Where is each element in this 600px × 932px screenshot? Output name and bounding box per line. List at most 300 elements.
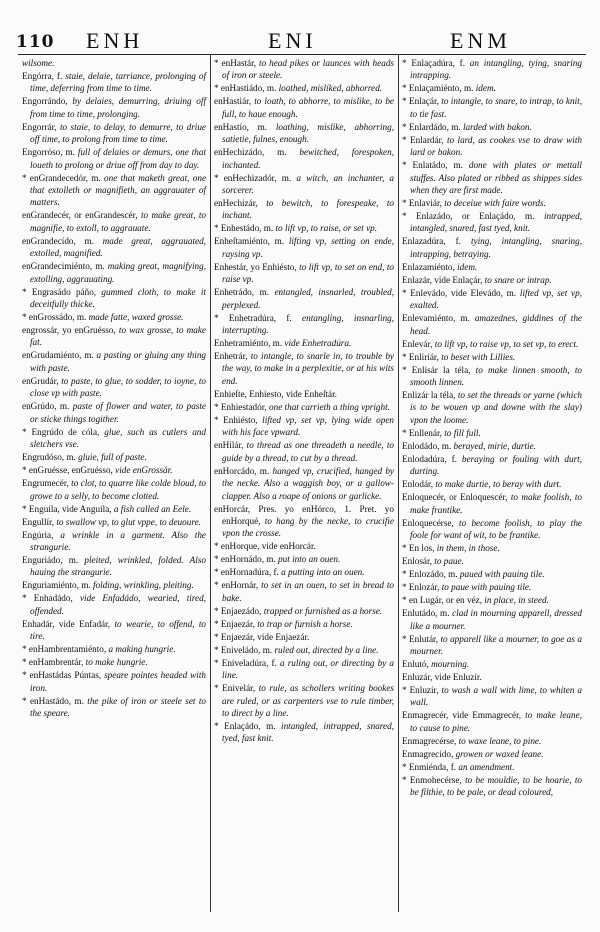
entry-definition: berayed, mirie, durtie. (453, 440, 536, 451)
entry-headword: * Enlaçadúra, f. (402, 58, 466, 68)
entry-headword: * enGrossádo, m. (22, 312, 87, 323)
entry-definition: bewitched, forespoken, inchanted. (222, 147, 394, 170)
dictionary-entry (402, 761, 582, 773)
entry-definition: paued with pauing tile. (459, 569, 545, 580)
entry-definition: to trap or furnish a horse. (257, 618, 353, 629)
entry-headword: * enHechizadór, m. (214, 172, 292, 183)
entry-definition: to wash a wall with lime, to whiten a wall. (410, 684, 582, 708)
entry-definition: to rule, as schollers writing bookes are ruled, or as carpenters vse to rule timber, to direct by a line. (222, 683, 394, 718)
dictionary-entry (402, 491, 582, 516)
entry-definition: to set the threads or yarne (which is to be wouen vp and downe with the slay) vpon the loome. (410, 390, 582, 425)
entry-definition: pleited, wrinkled, folded. Also hauing the strangurie. (30, 554, 206, 578)
entry-headword: Enlizár la téla, (402, 390, 456, 401)
entry-definition: glue, such as cutlers and sletchers vse. (30, 426, 206, 450)
entry-headword: * Enlisár la téla, (402, 364, 471, 375)
dictionary-entry (214, 503, 394, 540)
dictionary-entry (402, 709, 582, 734)
entry-definition: speare pointes headed with iron. (30, 670, 206, 693)
dictionary-entry (402, 210, 582, 235)
entry-headword: Engorróso, m. (22, 147, 75, 158)
entry-headword: * Enlaviár, (402, 198, 442, 209)
dictionary-entry (402, 440, 582, 452)
dictionary-entry (402, 57, 582, 82)
entry-headword: enGrúdo, m. (22, 401, 70, 412)
entry-headword: * Eniveladúra, f. (214, 657, 277, 668)
entry-headword: Enheſtamiénto, m. (214, 236, 285, 247)
dictionary-entry (402, 427, 582, 439)
entry-headword: * Enlutár, (402, 633, 439, 644)
entry-definition: a ruling out, or directing by a line. (222, 657, 395, 681)
entry-headword: enGrudár, (22, 375, 59, 386)
dictionary-entry (402, 364, 582, 389)
entry-definition: an intangling, tying, snaring intrapping. (410, 58, 582, 81)
entry-definition: made great, aggrauated, extolled, magnified. (30, 235, 206, 259)
dictionary-entry (22, 529, 206, 554)
entry-definition: intrapped, intangled, snared, fast tyed, knit. (410, 211, 582, 234)
entry-definition: to paue. (434, 556, 464, 567)
dictionary-entry (214, 631, 394, 643)
dictionary-entry (402, 658, 582, 670)
entry-headword: * Enlozár, (402, 582, 440, 593)
entry-headword: * enHorque, vide enHorcár. (214, 541, 316, 552)
dictionary-entry (402, 261, 582, 273)
dictionary-entry (22, 656, 206, 668)
entry-headword: enHorcádo, m. (214, 465, 270, 476)
entry-headword: Enlevár, (402, 338, 433, 349)
entry-headword: Engrudóso, m. (22, 452, 76, 463)
entry-headword: * Enhestádo, m. (214, 223, 274, 234)
entry-headword: * Enjaezár, (214, 618, 255, 629)
entry-headword: * enHambrentamiénto, (22, 644, 107, 655)
entry-definition: tying, intangling, snaring, intrapping, betraying. (410, 236, 582, 259)
dictionary-entry (214, 720, 394, 745)
dictionary-entry (402, 121, 582, 133)
dictionary-entry (214, 566, 394, 578)
dictionary-entry (22, 464, 206, 476)
dictionary-entry (22, 57, 206, 69)
entry-headword: Enlevamiénto, m. (402, 313, 470, 324)
entry-headword: * Enhiésto, (214, 414, 258, 425)
entry-headword: Enlutádo, m. (402, 608, 450, 619)
entry-headword: enGrandecimiénto, m. (22, 261, 105, 272)
entry-headword: * Enivelár, (214, 683, 256, 694)
entry-headword: * enHastádas Púntas, (22, 670, 102, 681)
dictionary-entry (402, 197, 582, 209)
entry-definition: a pasting or gluing any thing with paste. (30, 350, 207, 373)
entry-headword: * enHornádo, m. (214, 554, 276, 565)
entry-definition: a fish called an Eele. (113, 503, 192, 514)
entry-definition: to make hungrie. (85, 657, 148, 668)
entry-headword: enGrandecér, or enGrandescér, (22, 210, 138, 221)
entry-definition: to beset with Lillies. (441, 351, 516, 362)
dictionary-entry (402, 517, 582, 542)
entry-headword: * Enlaçár, (402, 96, 439, 107)
entry-headword: * En los, (402, 543, 435, 554)
dictionary-entry (214, 553, 394, 565)
entry-definition: lifted vp, set vp, exalted. (410, 287, 582, 311)
dictionary-entry (22, 695, 206, 720)
dictionary-entry (402, 274, 582, 286)
header-rule (18, 54, 586, 55)
entry-headword: Engórra, f. (22, 71, 63, 81)
entry-definition: an amendment. (458, 761, 515, 772)
entry-headword: Enhetrádo, m. (214, 287, 269, 298)
dictionary-entry (402, 594, 582, 606)
entry-headword: * Enjaezár, vide Enjaezár. (214, 631, 310, 642)
entry-definition: done with plates or mettall stuffes. Also plated or ribbed as shippes sides when they are first made. (410, 160, 582, 196)
entry-definition: to lard, as cookes vse to draw with lard or bakon. (410, 134, 582, 158)
entry-headword: * Enluzír, (402, 684, 439, 695)
dictionary-entry (402, 453, 582, 478)
entry-definition: clad in mourning apparell, dressed like a mourner. (410, 608, 582, 631)
column-rule-1 (210, 54, 211, 912)
running-head-right: ENM (450, 28, 511, 53)
entry-definition: to wax grosse, to make fat. (30, 325, 206, 348)
entry-headword: * Enguíla, vide Anguíla, (22, 503, 112, 514)
dictionary-entry (214, 657, 394, 682)
entry-definition: vide Enhetradúra. (284, 338, 352, 349)
entry-headword: * enGruésse, enGruésso, (22, 465, 113, 476)
dictionary-entry (214, 57, 394, 82)
entry-definition: lifted vp, set vp, lying wide open with his face vpward. (222, 414, 395, 438)
entry-definition: hanged vp, crucified, hanged by the necke. Also a waggish boy, or a gallow-clapper. Also a roape of onions or garlicke. (222, 465, 395, 501)
entry-headword: * Enlevádo, vide Elevádo, m. (402, 287, 517, 298)
entry-definition: to become foolish, to play the foole for want of wit, to be frantike. (410, 517, 582, 541)
entry-definition: to lift vp, to set on end, to raise vp. (222, 261, 395, 285)
dictionary-entry (22, 349, 206, 374)
dictionary-entry (402, 671, 582, 683)
page-header (10, 28, 590, 56)
entry-definition: to be mouldie, to be hoarie, to be filthie, to be pale, or dead coloured, (410, 774, 583, 798)
dictionary-entry (402, 568, 582, 580)
dictionary-entry (22, 554, 206, 579)
dictionary-entry (214, 312, 394, 337)
entry-headword: Enlazamiénto, (402, 261, 455, 272)
dictionary-entry (22, 451, 206, 463)
dictionary-entry (214, 414, 394, 439)
dictionary-entry (22, 375, 206, 400)
entry-definition: to paue with pauing tile. (441, 582, 532, 593)
entry-headword: * Enhiestadór, (214, 401, 267, 412)
dictionary-entry (22, 311, 206, 323)
running-head-left: ENH (86, 28, 144, 53)
entry-definition: trapped or furnished as a horse. (263, 605, 383, 616)
entry-definition: ruled out, directed by a line. (274, 644, 379, 655)
entry-headword: * Enmohecérse, (402, 774, 462, 785)
entry-definition: to lift vp, to raise vp, to set vp, to erect. (434, 338, 579, 349)
dictionary-entry (402, 774, 582, 799)
column-left (22, 57, 206, 720)
entry-headword: * Enliriár, (402, 351, 439, 362)
dictionary-entry (402, 478, 582, 490)
dictionary-entry (402, 633, 582, 658)
entry-headword: enHechizádo, m. (214, 147, 287, 158)
entry-definition: growen or waxed leane. (455, 748, 544, 759)
dictionary-entry (214, 235, 394, 260)
dictionary-entry (402, 235, 582, 260)
dictionary-entry (402, 134, 582, 159)
entry-headword: * enHornár, (214, 580, 259, 591)
entry-headword: * enHastiádo, m. (214, 83, 277, 94)
dictionary-entry (22, 121, 206, 146)
entry-headword: enHastío, m. (214, 121, 268, 132)
dictionary-entry (214, 618, 394, 630)
entry-definition: to deceiue with faire words. (444, 198, 546, 209)
dictionary-entry (214, 222, 394, 234)
entry-headword: * enHornadúra, f. (214, 567, 279, 578)
dictionary-entry (402, 338, 582, 350)
dictionary-entry (402, 581, 582, 593)
entry-headword: * enHambrentár, (22, 657, 84, 668)
entry-definition: paste of flower and water, to paste or sticke things togither. (30, 401, 207, 424)
entry-headword: Enmagrecér, vide Emmagrecér, (402, 710, 522, 721)
dictionary-entry (214, 172, 394, 197)
dictionary-entry (402, 389, 582, 426)
entry-headword: Enluzár, vide Enluzír. (402, 671, 482, 682)
entry-definition: gluie, full of paste. (78, 452, 147, 463)
dictionary-entry (402, 542, 582, 554)
page-number: 110 (16, 32, 55, 52)
entry-definition: to swallow vp, to glut vppe, to deuoure. (56, 516, 201, 527)
entry-definition: to set in an ouen, to set in bread to bake. (222, 580, 394, 603)
dictionary-entry (22, 643, 206, 655)
entry-headword: enHilár, (214, 440, 244, 451)
entry-definition: by delaies, demurring, driuing off from time to time, prolonging. (30, 96, 206, 119)
entry-definition: full of delaies or demurs, one that loueth to prolong or driue off from day to day. (30, 147, 207, 170)
entry-definition: idem. (457, 261, 478, 272)
entry-definition: put into an ouen. (278, 554, 341, 565)
entry-definition: intangled, intrapped, snared, tyed, fast knit. (222, 720, 395, 744)
entry-headword: * en Lugár, or en véz, (402, 595, 482, 606)
entry-headword: Enlosár, (402, 556, 432, 567)
dictionary-entry (22, 146, 206, 171)
dictionary-entry (214, 644, 394, 656)
dictionary-entry (22, 209, 206, 234)
entry-headword: Enhetramiénto, m. (214, 338, 283, 349)
entry-headword: * Enlardádo, m. (402, 121, 461, 132)
entry-headword: enHastiár, (214, 96, 252, 107)
entry-definition: to staie, to delay, to demurre, to driue off time, to prolong from time to time. (30, 121, 206, 145)
entry-headword: enGrandecído, m. (22, 235, 94, 246)
entry-definition: a witch, an inchanter, a sorcerer. (222, 172, 394, 196)
dictionary-entry (22, 477, 206, 502)
entry-definition: to loath, to abhorre, to mislike, to be full, to haue enough. (222, 96, 395, 119)
entry-headword: * Enllenár, (402, 427, 442, 438)
dictionary-entry (22, 324, 206, 349)
entry-headword: * Enhadádo, (22, 593, 73, 604)
entry-definition: amazednes, giddines of the head. (410, 313, 583, 336)
dictionary-entry (402, 287, 582, 312)
entry-definition: beraying or fouling with durt, durting. (410, 453, 582, 477)
entry-headword: * Enlatádo, m. (402, 160, 463, 171)
entry-definition: entangled, insnarled, troubled, perplexed. (222, 287, 394, 310)
entry-definition: to bewitch, to forespeake, to inchant. (222, 198, 394, 221)
dictionary-entry (22, 618, 206, 643)
dictionary-entry (402, 351, 582, 363)
entry-headword: * Engrasádo páño, (22, 286, 97, 297)
entry-definition: a making hungrie. (108, 644, 176, 655)
entry-headword: Enhadár, vide Enfadár, (22, 618, 111, 629)
dictionary-entry (214, 605, 394, 617)
entry-definition: to make foolish, to make frantike. (410, 492, 582, 515)
dictionary-entry (22, 503, 206, 515)
entry-definition: folding, wrinkling, pleiting. (92, 580, 194, 591)
dictionary-entry (22, 516, 206, 528)
entry-definition: to hang by the necke, to crucifie vpon the crosse. (222, 515, 394, 539)
dictionary-entry (22, 95, 206, 120)
entry-headword: Engúria, (22, 529, 54, 540)
entry-definition: lifting vp, setting on ende, raysing vp. (222, 236, 395, 259)
entry-headword: Enhieſte, Enhiesto, vide Enheſtár. (214, 388, 337, 399)
entry-definition: vide Enfadádo, wearied, tired, offended. (30, 593, 206, 616)
entry-definition: gummed cloth, to make it deceitfully thicke. (30, 286, 206, 310)
entry-headword: Enmagrecérse, (402, 735, 457, 746)
dictionary-entry (214, 146, 394, 171)
entry-definition: staie, delaie, tarriance, prolonging of time, deferring from time to time. (30, 71, 206, 94)
entry-headword: Engullír, (22, 516, 55, 527)
dictionary-entry (22, 260, 206, 285)
entry-headword: Enguriamiénto, m. (22, 580, 91, 591)
dictionary-entry (214, 197, 394, 222)
dictionary-entry (214, 682, 394, 719)
entry-headword: * enGrandecedór, m. (22, 172, 101, 183)
dictionary-entry (214, 82, 394, 94)
dictionary-entry (214, 121, 394, 146)
entry-definition: to paste, to glue, to sodder, to ioyne, to close vp with paste. (30, 375, 206, 399)
column-middle (214, 57, 394, 745)
entry-headword: enHorcár, Pres. yo enHórco, 1. Pret. yo enHorqué, (214, 503, 394, 526)
dictionary-entry (22, 235, 206, 260)
entry-definition: to wearie, to offend, to tire. (30, 618, 206, 642)
dictionary-entry (402, 159, 582, 196)
entry-definition: loathed, mislíked, abhorred. (278, 83, 383, 94)
dictionary-entry (22, 172, 206, 209)
dictionary-entry (402, 607, 582, 632)
entry-definition: one that carrieth a thing vpright. (269, 401, 390, 412)
dictionary-entry (22, 286, 206, 311)
entry-definition: to make linnen smooth, to smooth linnen. (410, 364, 583, 388)
dictionary-entry (22, 579, 206, 591)
dictionary-entry (214, 337, 394, 349)
entry-headword: enHechizár, (214, 198, 258, 209)
dictionary-entry (22, 592, 206, 617)
entry-headword: * Enlaçádo, m. (214, 720, 276, 731)
entry-headword: * Enhetradúra, f. (214, 312, 292, 323)
entry-headword: Enmagrecído, (402, 748, 454, 759)
entry-definition: to make leane, to cause to pine. (410, 710, 582, 733)
entry-definition: the pike of iron or steele set to the speare. (30, 695, 206, 718)
dictionary-entry (214, 95, 394, 120)
dictionary-entry (214, 439, 394, 464)
dictionary-entry (214, 350, 394, 387)
dictionary-entry (402, 312, 582, 337)
entry-headword: * Enlazádo, or Enlaçádo, m. (402, 211, 535, 222)
dictionary-entry (214, 579, 394, 604)
entry-headword: * Enmiénda, f. (402, 761, 457, 772)
dictionary-entry (22, 426, 206, 451)
entry-definition: a wrinkle in a garment. Also the strangurie. (30, 529, 207, 552)
entry-definition: made fatte, waxed grosse. (88, 312, 184, 323)
entry-definition: to lift vp, to raise, or set vp. (275, 223, 378, 234)
entry-definition: to intangle, to snare, to intrap, to knit, to tie fast. (410, 96, 582, 119)
entry-headword: * Enjaezádo, (214, 605, 262, 616)
entry-headword: Enguriádo, m. (22, 554, 79, 565)
entry-definition: to snare or intrap. (484, 274, 552, 285)
entry-definition: vide enGrossár. (115, 465, 173, 476)
entry-headword: * enHastár, (214, 58, 257, 68)
entry-definition: to intangle, to snarle in, to trouble by the way, to make in a perplexitie, or at his wits end. (222, 351, 394, 386)
entry-definition: in them, in those. (436, 543, 500, 554)
entry-headword: Enlodár, (402, 479, 434, 490)
entry-definition: mourning. (431, 658, 470, 669)
dictionary-entry (402, 684, 582, 709)
entry-headword: * Enlozádo, m. (402, 569, 458, 580)
entry-definition: one that maketh great, one that extolleth or magnifieth, an aggrauater of matters. (30, 172, 207, 208)
column-right (402, 57, 582, 799)
entry-headword: * Enlaçamiénto, m. (402, 83, 474, 94)
entry-definition: entangling, insnarling, interrupting. (222, 312, 394, 336)
column-rule-2 (398, 54, 399, 912)
dictionary-entry (214, 465, 394, 502)
entry-definition: to thread as one threadeth a needle, to guide by a thread, to cut by a thread. (222, 440, 395, 463)
entry-headword: * Engrúdo de cóla, (22, 426, 100, 437)
entry-definition: making great, magnifying, extolling, aggrauating. (30, 261, 206, 284)
entry-headword: * enHastádo, m. (22, 695, 84, 706)
entry-headword: * Enlardár, (402, 134, 444, 145)
dictionary-entry (214, 286, 394, 311)
entry-definition: wilsome. (22, 58, 55, 68)
entry-definition: to make great, to magnifie, to extoll, to aggrauate. (30, 210, 207, 233)
dictionary-entry (214, 401, 394, 413)
running-head-center: ENI (268, 28, 317, 53)
dictionary-entry (402, 82, 582, 94)
entry-definition: to clot, to quarre like colde bloud, to growe to a selly, to become clotted. (30, 478, 207, 501)
entry-headword: Engorrár, (22, 121, 57, 132)
dictionary-entry (402, 95, 582, 120)
entry-definition: to head pikes or launces with heads of iron or steele. (222, 58, 394, 81)
entry-headword: Engrumecér, (22, 478, 69, 489)
entry-definition: to fill full. (444, 427, 481, 438)
dictionary-entry (214, 388, 394, 400)
entry-definition: in place, in steed. (484, 595, 549, 606)
entry-headword: Enhetrár, (214, 351, 248, 362)
dictionary-entry (402, 735, 582, 747)
dictionary-entry (22, 400, 206, 425)
dictionary-entry (22, 669, 206, 694)
entry-headword: engrossár, yo enGruésso, (22, 325, 116, 336)
entry-headword: Enlazadúra, f. (402, 236, 461, 247)
entry-headword: Enloquecérse, (402, 517, 454, 528)
entry-definition: a putting into an ouen. (281, 567, 365, 578)
entry-definition: to apparell like a mourner, to goe as a mourner. (410, 633, 582, 656)
dictionary-entry (214, 540, 394, 552)
entry-headword: enGrudamiénto, m. (22, 350, 94, 361)
entry-definition: loathing, mislike, abhorring, satietie, fulnes, enough. (222, 121, 395, 145)
dictionary-entry (214, 261, 394, 286)
dictionary-entry (402, 555, 582, 567)
entry-headword: Enlodadúra, f. (402, 453, 457, 464)
dictionary-entry (402, 748, 582, 760)
entry-definition: to waxe leane, to pine. (458, 735, 542, 746)
dictionary-entry (22, 70, 206, 95)
entry-headword: Enhestár, yo Enhiésto, (214, 261, 297, 272)
entry-headword: Engorrándo, (22, 96, 68, 107)
entry-headword: Enlazár, vide Enlaçár, (402, 274, 483, 285)
entry-headword: Enlodádo, m. (402, 440, 452, 451)
entry-headword: Enlutó, (402, 658, 429, 669)
entry-headword: * Eniveládo, m. (214, 644, 273, 655)
entry-definition: to make durtie, to beray with durt. (435, 479, 562, 490)
